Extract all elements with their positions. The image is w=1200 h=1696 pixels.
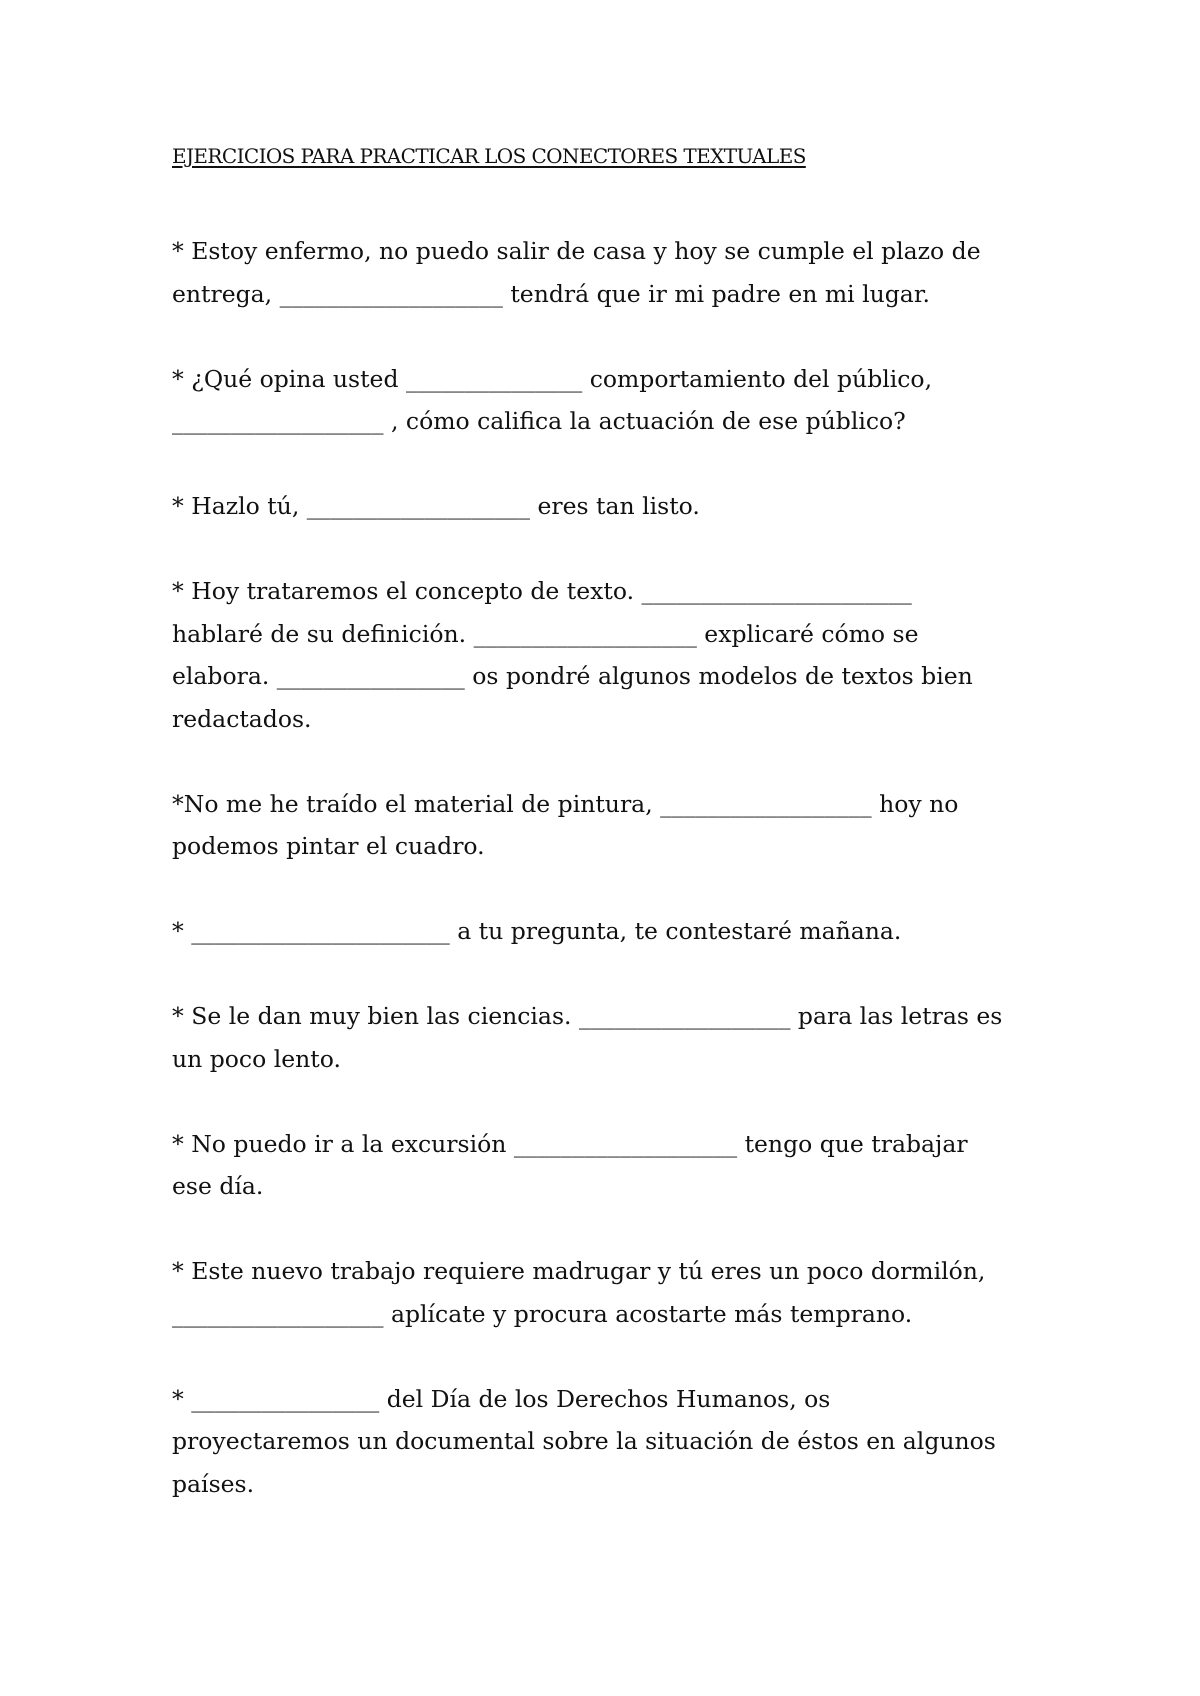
exercise-line: podemos pintar el cuadro. xyxy=(172,832,485,860)
exercise-line: * ________________ del Día de los Derechos Humanos, os xyxy=(172,1384,831,1413)
exercise-item xyxy=(172,995,1052,1080)
exercise-line: *No me he traído el material de pintura, __________________ hoy no xyxy=(172,789,959,818)
exercise-line: * Hoy trataremos el concepto de texto. _______________________ xyxy=(172,577,912,605)
exercise-line: * Se le dan muy bien las ciencias. __________________ para las letras es xyxy=(172,1002,1003,1030)
exercise-line: hablaré de su definición. ___________________ explicaré cómo se xyxy=(172,619,919,648)
exercise-item xyxy=(172,358,1052,443)
exercise-line: __________________ , cómo califica la actuación de ese público? xyxy=(172,407,906,435)
exercise-line: ese día. xyxy=(172,1172,264,1200)
exercise-item xyxy=(172,485,1052,528)
exercise-line: países. xyxy=(172,1469,255,1498)
exercise-line: * Estoy enfermo, no puedo salir de casa y hoy se cumple el plazo de xyxy=(172,237,981,265)
exercise-line: * ______________________ a tu pregunta, te contestaré mañana. xyxy=(172,917,902,945)
exercise-line: * Este nuevo trabajo requiere madrugar y tú eres un poco dormilón, xyxy=(172,1257,986,1285)
exercise-item xyxy=(172,783,1052,868)
exercise-line: redactados. xyxy=(172,704,312,733)
exercise-line: elabora. ________________ os pondré algunos modelos de textos bien xyxy=(172,662,973,690)
exercise-item xyxy=(172,1378,1052,1506)
exercise-line: __________________ aplícate y procura acostarte más temprano. xyxy=(172,1299,913,1328)
exercise-item xyxy=(172,230,1052,315)
exercise-line: * ¿Qué opina usted _______________ comportamiento del público, xyxy=(172,364,933,393)
exercise-item xyxy=(172,910,1052,953)
exercise-item xyxy=(172,1123,1052,1208)
exercise-line: * No puedo ir a la excursión ___________________ tengo que trabajar xyxy=(172,1129,968,1158)
exercise-line: proyectaremos un documental sobre la situación de éstos en algunos xyxy=(172,1427,996,1455)
exercise-list xyxy=(172,230,1052,1548)
document-title: EJERCICIOS PARA PRACTICAR LOS CONECTORES TEXTUALES xyxy=(172,144,806,168)
exercise-line: un poco lento. xyxy=(172,1044,341,1073)
exercise-item xyxy=(172,570,1052,740)
exercise-line: entrega, ___________________ tendrá que ir mi padre en mi lugar. xyxy=(172,279,930,308)
exercise-line: * Hazlo tú, ___________________ eres tan listo. xyxy=(172,492,700,520)
exercise-item xyxy=(172,1250,1052,1335)
